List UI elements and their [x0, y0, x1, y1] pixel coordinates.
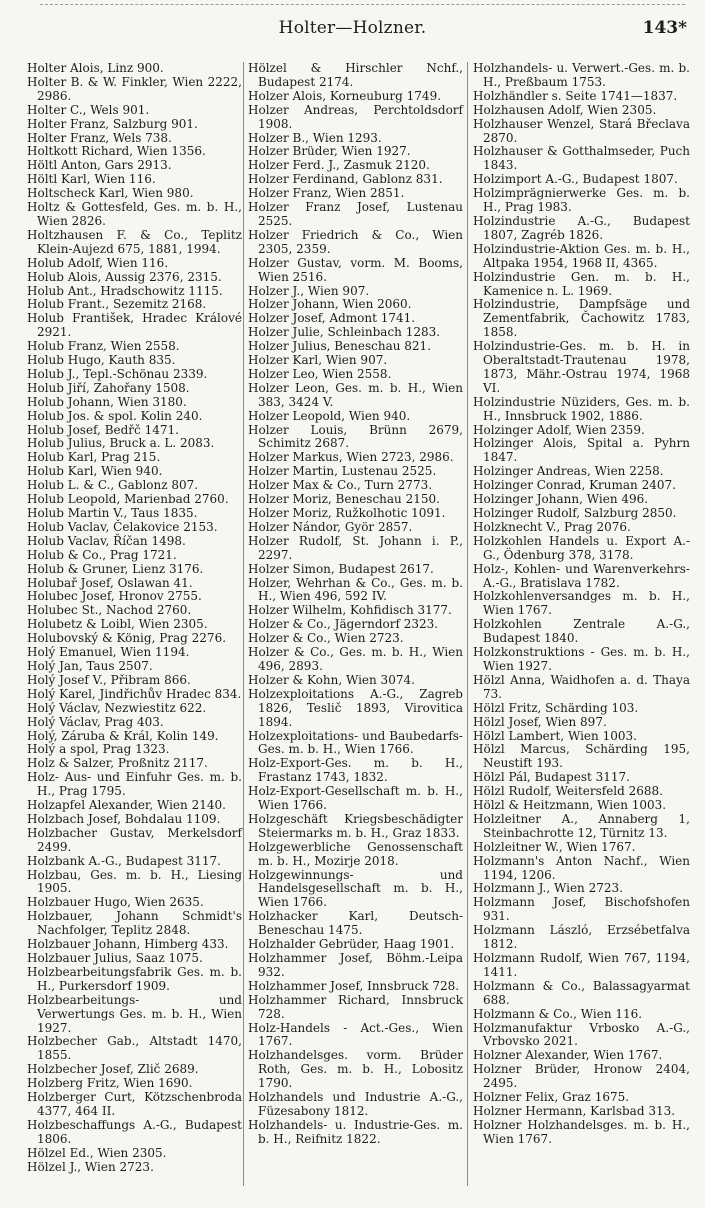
directory-entry: Holzinger Conrad, Kruman 2407.	[473, 478, 676, 493]
directory-entry: Holub Josef, Bedřč 1471.	[27, 422, 179, 437]
directory-entry: Hölzel J., Wien 2723.	[27, 1159, 154, 1174]
directory-entry: Holzhammer Josef, Innsbruck 728.	[248, 978, 460, 993]
directory-entry: Holub Alois, Aussig 2376, 2315.	[27, 269, 222, 284]
directory-entry: Holzindustrie Nüziders, Ges. m. b. H., Innsbruck 1902, 1886.	[473, 394, 690, 423]
directory-entry: Holzer Max & Co., Turn 2773.	[248, 478, 433, 493]
directory-entry: Holzberger Curt, Kötzschenbroda 4377, 464 II.	[27, 1090, 242, 1118]
directory-entry: Hölzel Ed., Wien 2305.	[27, 1145, 167, 1160]
directory-entry: Holý Karel, Jindřichův Hradec 834.	[27, 686, 242, 701]
directory-entry: Holzner Brüder, Hronow 2404, 2495.	[473, 1062, 690, 1091]
directory-entry: Hölzl Pál, Budapest 3117.	[473, 770, 630, 785]
directory-entry: Holzmann László, Erzsébetfalva 1812.	[473, 923, 690, 952]
directory-entry: Holzer Josef, Admont 1741.	[248, 311, 416, 326]
directory-entry: Holzer Gustav, vorm. M. Booms, Wien 2516.	[248, 255, 463, 284]
directory-entry: Holzer Moriz, Beneschau 2150.	[248, 492, 440, 507]
directory-entry: Holzer, Wehrhan & Co., Ges. m. b. H., Wien 496, 592 IV.	[248, 575, 463, 604]
page-header	[0, 18, 705, 46]
directory-entry: Holzer Markus, Wien 2723, 2986.	[248, 450, 454, 465]
directory-entry: Holzhammer Richard, Innsbruck 728.	[248, 992, 463, 1021]
directory-entry: Holzberg Fritz, Wien 1690.	[27, 1076, 193, 1091]
directory-entry: Holzbearbeitungsfabrik Ges. m. b. H., Purkersdorf 1909.	[27, 964, 242, 993]
directory-entry: Holub Johann, Wien 3180.	[27, 394, 187, 409]
directory-entry: Holzexploitations A.-G., Zagreb 1826, Teslič 1893, Virovitica 1894.	[248, 686, 463, 729]
directory-entry: Hölzl Lambert, Wien 1003.	[473, 728, 637, 743]
directory-entry: Hölzl Josef, Wien 897.	[473, 714, 607, 729]
directory-entry: Holzmann J., Wien 2723.	[473, 881, 623, 896]
directory-entry: Holz-Export-Gesellschaft m. b. H., Wien 1766.	[248, 784, 463, 813]
directory-entry: Holz-, Kohlen- und Warenverkehrs-A.-G., Bratislava 1782.	[473, 561, 690, 590]
directory-entry: Holzbank A.-G., Budapest 3117.	[27, 853, 221, 868]
directory-entry: Holzer Moriz, Ružkolhotic 1091.	[248, 506, 446, 520]
directory-entry: Holub Julius, Bruck a. L. 2083.	[27, 436, 215, 451]
directory-entry: Holzmanufaktur Vrbosko A.-G., Vrbovsko 2021.	[473, 1020, 690, 1049]
directory-entry: Holzindustrie, Dampfsäge und Zementfabrik, Čachowitz 1783, 1858.	[473, 297, 690, 340]
directory-entry: Holzkohlen Handels u. Export A.-G., Ödenburg 378, 3178.	[473, 533, 690, 562]
directory-entry: Holzer Nándor, Györ 2857.	[248, 519, 413, 534]
directory-entry: Holzner Alexander, Wien 1767.	[473, 1048, 663, 1063]
directory-entry: Holzinger Andreas, Wien 2258.	[473, 464, 664, 479]
directory-entry: Holzgeschäft Kriegsbeschädigter Steiermarks m. b. H., Graz 1833.	[248, 811, 463, 840]
page-title: Holter—Holzner.	[278, 18, 427, 38]
directory-entry: Holub Hugo, Kauth 835.	[27, 353, 176, 368]
directory-entry: Holtzhausen F. & Co., Teplitz Klein-Aujezd 675, 1881, 1994.	[27, 227, 242, 256]
directory-entry: Holzer Andreas, Perchtoldsdorf 1908.	[248, 102, 463, 131]
directory-entry: Holzer Ferd. J., Zasmuk 2120.	[248, 158, 430, 173]
directory-entry: Holzer Franz, Wien 2851.	[248, 186, 405, 201]
directory-entry: Holzhandels und Industrie A.-G., Füzesabony 1812.	[248, 1090, 463, 1118]
directory-entry: Holub Karl, Wien 940.	[27, 464, 163, 479]
directory-entry: Holzer Ferdinand, Gablonz 831.	[248, 172, 443, 187]
top-rule	[40, 4, 685, 5]
directory-entry: Holzer Louis, Brünn 2679, Schimitz 2687.	[248, 422, 463, 451]
directory-entry: Holub L. & C., Gablonz 807.	[27, 478, 199, 493]
directory-entry: Holý Jan, Taus 2507.	[27, 658, 153, 673]
directory-entry: Hölzel & Hirschler Nchf., Budapest 2174.	[248, 61, 463, 89]
directory-entry: Holý Václav, Nezwiestitz 622.	[27, 700, 207, 715]
directory-entry: Holzhandels- u. Industrie-Ges. m. b. H., Reifnitz 1822.	[248, 1117, 463, 1146]
directory-entry: Holz-Handels - Act.-Ges., Wien 1767.	[248, 1020, 463, 1049]
directory-entry: Holub Jiří, Zahořany 1508.	[27, 380, 190, 395]
directory-entry: Holub František, Hradec Králové 2921.	[27, 311, 242, 340]
directory-entry: Holzbauer, Johann Schmidt's Nachfolger, Teplitz 2848.	[27, 909, 242, 938]
directory-entry: Holzimprägnierwerke Ges. m. b. H., Prag 1983.	[473, 186, 690, 215]
directory-entry: Hölzl & Heitzmann, Wien 1003.	[473, 798, 667, 813]
directory-entry: Holzer B., Wien 1293.	[248, 130, 382, 145]
directory-entry: Holý, Záruba & Král, Kolin 149.	[27, 728, 219, 743]
directory-entry: Holzer Franz Josef, Lustenau 2525.	[248, 200, 463, 228]
directory-entry: Holzbach Josef, Bohdalau 1109.	[27, 811, 221, 826]
directory-entry: Holý Emanuel, Wien 1194.	[27, 645, 190, 660]
directory-entry: Holtz & Gottesfeld, Ges. m. b. H., Wien 2826.	[27, 200, 242, 228]
directory-entry: Holzer Martin, Lustenau 2525.	[248, 464, 437, 479]
directory-entry: Holzner Felix, Graz 1675.	[473, 1090, 630, 1105]
directory-entry: Holzer Julius, Beneschau 821.	[248, 339, 432, 354]
directory-entry: Hölzl Marcus, Schärding 195, Neustift 193.	[473, 742, 690, 771]
directory-entry: Holzner Hermann, Karlsbad 313.	[473, 1103, 676, 1118]
directory-entry: Holzhandels- u. Verwert.-Ges. m. b. H., Preßbaum 1753.	[473, 61, 690, 89]
directory-entry: Holzhammer Josef, Böhm.-Leipa 932.	[248, 951, 463, 979]
page-number: 143*	[642, 18, 687, 38]
directory-entry: Holzbeschaffungs A.-G., Budapest 1806.	[27, 1117, 242, 1146]
directory-entry: Holubař Josef, Oslawan 41.	[27, 575, 193, 590]
directory-entry: Holzbecher Gab., Altstadt 1470, 1855.	[27, 1034, 242, 1063]
directory-entry: Holzbecher Josef, Zlič 2689.	[27, 1062, 199, 1077]
column-divider	[467, 62, 468, 1186]
directory-entry: Hölzl Rudolf, Weitersfeld 2688.	[473, 784, 663, 799]
directory-entry: Holz-Export-Ges. m. b. H., Frastanz 1743, 1832.	[248, 756, 463, 785]
directory-entry: Holzer J., Wien 907.	[248, 283, 370, 298]
directory-entry: Holzhacker Karl, Deutsch-Beneschau 1475.	[248, 909, 463, 938]
column-2	[248, 62, 463, 1147]
directory-entry: Holzindustrie A.-G., Budapest 1807, Zagréb 1826.	[473, 213, 690, 242]
directory-entry: Holzhauser Wenzel, Stará Břeclava 2870.	[473, 116, 690, 145]
column-divider	[243, 62, 244, 1186]
directory-entry: Holub & Gruner, Lienz 3176.	[27, 561, 204, 576]
directory-entry: Holzmann Rudolf, Wien 767, 1194, 1411.	[473, 951, 690, 979]
directory-entry: Holzbacher Gustav, Merkelsdorf 2499.	[27, 825, 242, 854]
directory-entry: Holzbau, Ges. m. b. H., Liesing 1905.	[27, 867, 242, 896]
directory-entry: Holzmann & Co., Balassagyarmat 688.	[473, 978, 690, 1007]
directory-entry: Holzkohlen Zentrale A.-G., Budapest 1840.	[473, 617, 690, 646]
directory-entry: Holzapfel Alexander, Wien 2140.	[27, 798, 226, 813]
directory-entry: Holter Franz, Wels 738.	[27, 130, 172, 145]
directory-entry: Holub Frant., Sezemitz 2168.	[27, 297, 207, 312]
directory-entry: Holtkott Richard, Wien 1356.	[27, 144, 206, 159]
directory-entry: Holzinger Johann, Wien 496.	[473, 492, 649, 507]
directory-entry: Holubetz & Loibl, Wien 2305.	[27, 617, 208, 632]
directory-entry: Holzer & Co., Wien 2723.	[248, 631, 404, 646]
directory-entry: Holzhändler s. Seite 1741—1837.	[473, 88, 678, 103]
directory-entry: Holzindustrie-Ges. m. b. H. in Oberaltstadt-Trautenau 1978, 1873, Mähr.-Ostrau 1974, 1968 VI.	[473, 339, 690, 395]
directory-entry: Holubec Josef, Hronov 2755.	[27, 589, 202, 604]
directory-entry: Holub Vaclav, Čelakovice 2153.	[27, 519, 218, 534]
directory-entry: Holzhauser & Gotthalmseder, Puch 1843.	[473, 144, 690, 173]
directory-entry: Holub J., Tepl.-Schönau 2339.	[27, 366, 208, 381]
directory-entry: Holub Martin V., Taus 1835.	[27, 506, 198, 520]
directory-entry: Holý Václav, Prag 403.	[27, 714, 164, 729]
directory-entry: Holub Karl, Prag 215.	[27, 450, 161, 465]
directory-entry: Holzer Julie, Schleinbach 1283.	[248, 325, 441, 340]
directory-entry: Holubovský & König, Prag 2276.	[27, 631, 227, 646]
column-1	[27, 62, 242, 1175]
directory-entry: Holzer & Co., Ges. m. b. H., Wien 496, 2893.	[248, 645, 463, 673]
directory-entry: Holzkonstruktions - Ges. m. b. H., Wien 1927.	[473, 645, 690, 673]
directory-entry: Holter B. & W. Finkler, Wien 2222, 2986.	[27, 74, 242, 103]
directory-entry: Holub & Co., Prag 1721.	[27, 547, 177, 562]
directory-entry: Holzknecht V., Prag 2076.	[473, 519, 631, 534]
directory-entry: Holzbearbeitungs- und Verwertungs Ges. m. b. H., Wien 1927.	[27, 992, 242, 1035]
directory-entry: Holzimport A.-G., Budapest 1807.	[473, 172, 678, 187]
directory-entry: Holub Jos. & spol. Kolin 240.	[27, 408, 203, 423]
directory-entry: Holzer & Co., Jägerndorf 2323.	[248, 617, 439, 632]
directory-entry: Holzmann Josef, Bischofshofen 931.	[473, 895, 690, 924]
directory-entry: Holzindustrie Gen. m. b. H., Kamenice n. L. 1969.	[473, 269, 690, 298]
directory-entry: Holzer Friedrich & Co., Wien 2305, 2359.	[248, 227, 463, 256]
directory-entry: Holzindustrie-Aktion Ges. m. b. H., Altpaka 1954, 1968 II, 4365.	[473, 241, 690, 270]
directory-entry: Holzer Leo, Wien 2558.	[248, 366, 392, 381]
directory-entry: Holub Ant., Hradschowitz 1115.	[27, 283, 223, 298]
directory-entry: Holzgewinnungs- und Handelsgesellschaft m. b. H., Wien 1766.	[248, 867, 463, 910]
directory-entry: Holzbauer Julius, Saaz 1075.	[27, 951, 203, 965]
directory-entry: Holz- Aus- und Einfuhr Ges. m. b. H., Prag 1795.	[27, 770, 242, 799]
directory-entry: Holzner Holzhandelsges. m. b. H., Wien 1767.	[473, 1117, 690, 1146]
directory-entry: Hölzl Fritz, Schärding 103.	[473, 700, 639, 715]
directory-entry: Höltl Anton, Gars 2913.	[27, 158, 172, 173]
directory-entry: Holzbauer Hugo, Wien 2635.	[27, 895, 204, 910]
directory-entry: Holtscheck Karl, Wien 980.	[27, 186, 194, 201]
directory-entry: Holzer Leon, Ges. m. b. H., Wien 383, 3424 V.	[248, 380, 463, 409]
directory-entry: Holter C., Wels 901.	[27, 102, 150, 117]
directory-entry: Holzkohlenversandges m. b. H., Wien 1767.	[473, 589, 690, 618]
directory-entry: Holubec St., Nachod 2760.	[27, 603, 192, 618]
directory-entry: Holzer Wilhelm, Kohfidisch 3177.	[248, 603, 452, 618]
directory-entry: Holzinger Alois, Spital a. Pyhrn 1847.	[473, 436, 690, 465]
directory-entry: Holub Vaclav, Říčan 1498.	[27, 533, 186, 548]
directory-entry: Holub Leopold, Marienbad 2760.	[27, 492, 229, 507]
directory-entry: Holzinger Adolf, Wien 2359.	[473, 422, 645, 437]
directory-entry: Holzexploitations- und Baubedarfs-Ges. m. b. H., Wien 1766.	[248, 728, 463, 757]
directory-entry: Holzer Brüder, Wien 1927.	[248, 144, 411, 159]
directory-entry: Holzmann & Co., Wien 116.	[473, 1006, 643, 1021]
directory-entry: Holzmann's Anton Nachf., Wien 1194, 1206.	[473, 853, 690, 882]
directory-entry: Holzer Rudolf, St. Johann i. P., 2297.	[248, 533, 463, 562]
directory-entry: Holzleitner W., Wien 1767.	[473, 839, 636, 854]
directory-entry: Holzer Alois, Korneuburg 1749.	[248, 88, 442, 103]
directory-entry: Holzhalder Gebrüder, Haag 1901.	[248, 937, 455, 952]
directory-entry: Holzer & Kohn, Wien 3074.	[248, 672, 415, 687]
directory-entry: Holzer Leopold, Wien 940.	[248, 408, 411, 423]
directory-entry: Holter Alois, Linz 900.	[27, 61, 164, 75]
directory-entry: Holzer Johann, Wien 2060.	[248, 297, 412, 312]
directory-entry: Holter Franz, Salzburg 901.	[27, 116, 198, 131]
directory-entry: Hölzl Anna, Waidhofen a. d. Thaya 73.	[473, 672, 690, 701]
directory-entry: Holý Josef V., Přibram 866.	[27, 672, 191, 687]
directory-entry: Holzinger Rudolf, Salzburg 2850.	[473, 506, 677, 520]
directory-entry: Holzhandelsges. vorm. Brüder Roth, Ges. m. b. H., Lobositz 1790.	[248, 1048, 463, 1091]
directory-entry: Holzbauer Johann, Himberg 433.	[27, 937, 229, 952]
directory-entry: Holý a spol, Prag 1323.	[27, 742, 170, 757]
directory-entry: Holz & Salzer, Proßnitz 2117.	[27, 756, 208, 771]
directory-entry: Holub Franz, Wien 2558.	[27, 339, 180, 354]
directory-entry: Höltl Karl, Wien 116.	[27, 172, 156, 187]
directory-entry: Holzleitner A., Annaberg 1, Steinbachrotte 12, Türnitz 13.	[473, 811, 690, 840]
directory-entry: Holzer Karl, Wien 907.	[248, 353, 388, 368]
directory-entry: Holzhausen Adolf, Wien 2305.	[473, 102, 657, 117]
directory-entry: Holzer Simon, Budapest 2617.	[248, 561, 434, 576]
directory-entry: Holub Adolf, Wien 116.	[27, 255, 169, 270]
directory-entry: Holzgewerbliche Genossenschaft m. b. H., Mozirje 2018.	[248, 839, 463, 868]
column-3	[473, 62, 690, 1147]
